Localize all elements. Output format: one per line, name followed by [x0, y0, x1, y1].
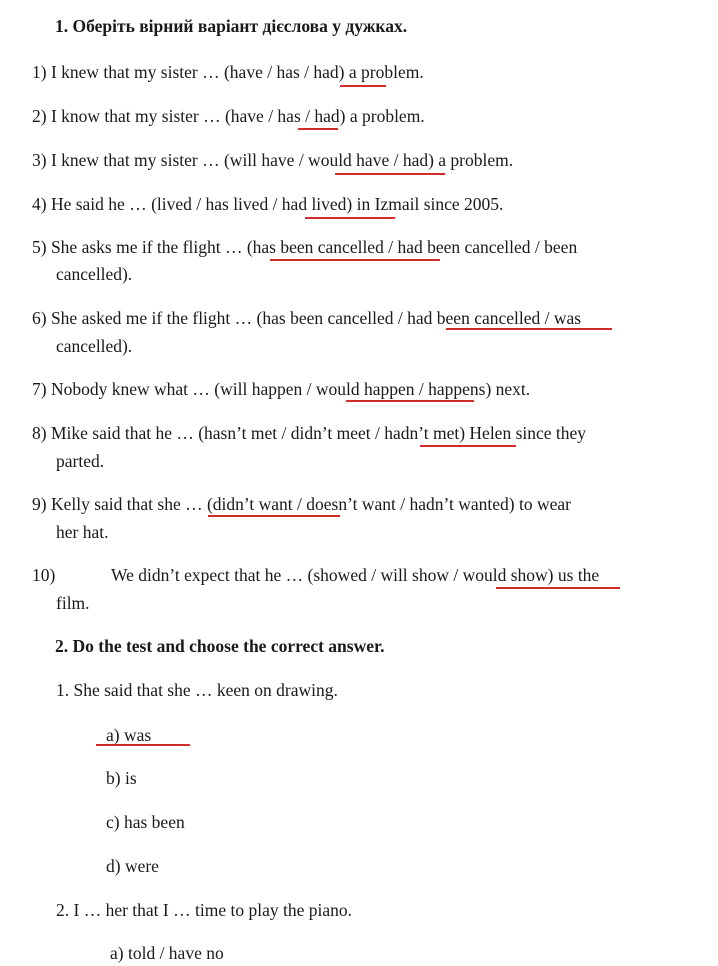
answer-option-c: c) has been	[106, 812, 185, 832]
answer-underline	[420, 445, 516, 447]
answer-underline	[298, 128, 338, 130]
test-question-2: 2. I … her that I … time to play the piano.	[56, 900, 352, 920]
exercise-item-10: We didn’t expect that he … (showed / will show / would show) us the	[111, 565, 600, 585]
answer-underline	[335, 173, 445, 175]
section-2-heading: 2. Do the test and choose the correct answer.	[55, 636, 385, 656]
answer-underline	[208, 515, 340, 517]
exercise-item-5-cont: cancelled).	[56, 264, 133, 284]
answer-underline	[96, 744, 190, 746]
exercise-item-1: 1) I knew that my sister … (have / has / had) a problem.	[32, 62, 424, 82]
exercise-item-3: 3) I knew that my sister … (will have / would have / had) a problem.	[32, 150, 514, 170]
test-question-1: 1. She said that she … keen on drawing.	[56, 680, 338, 700]
exercise-item-5: 5) She asks me if the flight … (has been cancelled / had been cancelled / been	[32, 237, 578, 257]
answer-option-b: b) is	[106, 768, 137, 788]
exercise-item-7: 7) Nobody knew what … (will happen / would happen / happens) next.	[32, 379, 531, 399]
exercise-item-4: 4) He said he … (lived / has lived / had lived) in Izmail since 2005.	[32, 194, 504, 214]
exercise-item-10-number: 10)	[32, 565, 56, 585]
answer-option-a: a) told / have no	[110, 943, 224, 963]
exercise-item-8: 8) Mike said that he … (hasn’t met / didn’t meet / hadn’t met) Helen since they	[32, 423, 587, 443]
answer-option-a: a) was	[106, 725, 152, 745]
answer-option-d: d) were	[106, 856, 159, 876]
answer-underline	[340, 85, 386, 87]
answer-underline	[446, 328, 612, 330]
answer-underline	[270, 259, 440, 261]
answer-underline	[305, 217, 395, 219]
exercise-item-9: 9) Kelly said that she … (didn’t want / doesn’t want / hadn’t wanted) to wear	[32, 494, 571, 514]
answer-underline	[346, 400, 474, 402]
answer-underline	[496, 587, 620, 589]
exercise-item-10-cont: film.	[56, 593, 90, 613]
section-1-heading: 1. Оберіть вірний варіант дієслова у дужках.	[55, 16, 408, 36]
exercise-item-6-cont: cancelled).	[56, 336, 133, 356]
exercise-item-6: 6) She asked me if the flight … (has been cancelled / had been cancelled / was	[32, 308, 582, 328]
exercise-item-2: 2) I know that my sister … (have / has / had) a problem.	[32, 106, 425, 126]
exercise-item-9-cont: her hat.	[56, 522, 109, 542]
exercise-item-8-cont: parted.	[56, 451, 105, 471]
